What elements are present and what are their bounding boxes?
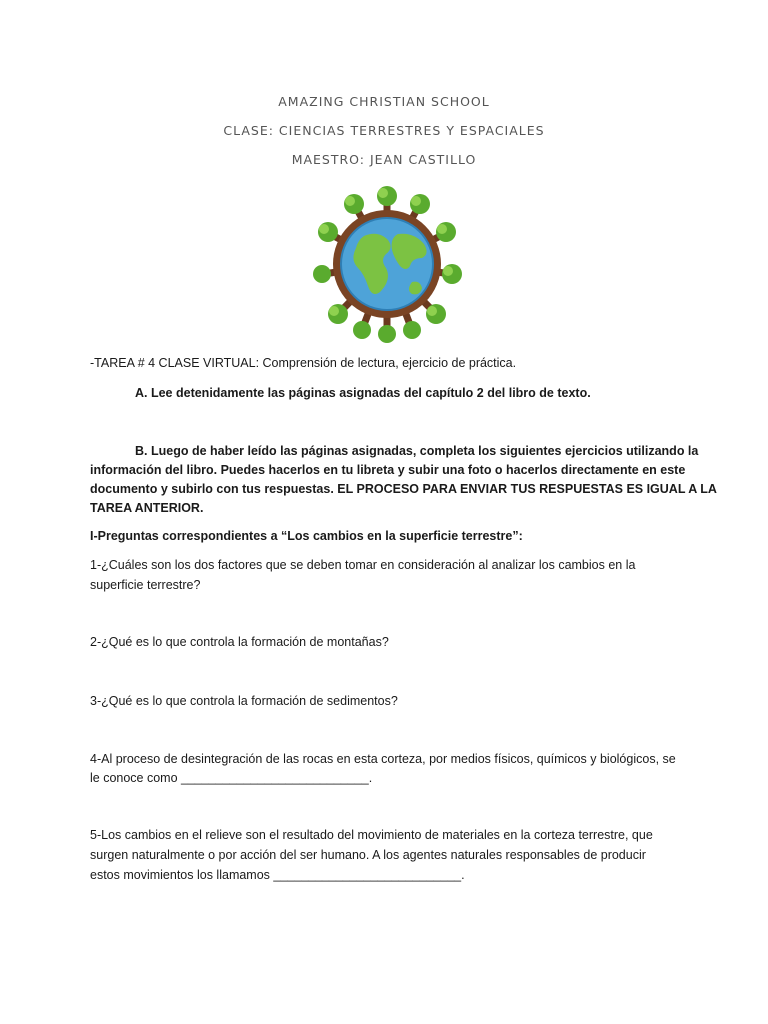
class-name: CLASE: CIENCIAS TERRESTRES Y ESPACIALES xyxy=(223,123,545,138)
question-4-line-1: 4-Al proceso de desintegración de las rocas en esta corteza, por medios físicos, químicos y biológicos, se xyxy=(90,752,676,766)
earth-with-trees-icon xyxy=(312,184,462,344)
step-a: A. Lee detenidamente las páginas asignadas del capítulo 2 del libro de texto. xyxy=(135,386,591,400)
question-4-line-2: le conoce como ___________________________. xyxy=(90,771,373,785)
question-5-line-2: surgen naturalmente o por acción del ser humano. A los agentes naturales responsables de producir xyxy=(90,848,646,862)
question-5-line-1: 5-Los cambios en el relieve son el resultado del movimiento de materiales en la corteza terrestre, que xyxy=(90,828,653,842)
school-name: AMAZING CHRISTIAN SCHOOL xyxy=(278,94,490,109)
teacher-name: MAESTRO: JEAN CASTILLO xyxy=(291,152,477,167)
step-b-line-1: B. Luego de haber leído las páginas asignadas, completa los siguientes ejercicios utilizando la xyxy=(135,444,699,458)
step-b-line-2: información del libro. Puedes hacerlos en tu libreta y subir una foto o hacerlos directamente en este xyxy=(90,463,686,477)
step-b-line-3: documento y subirlo con tus respuestas. EL PROCESO PARA ENVIAR TUS RESPUESTAS ES IGUAL A LA xyxy=(90,482,717,496)
question-3: 3-¿Qué es lo que controla la formación de sedimentos? xyxy=(90,694,398,708)
question-1-line-1: 1-¿Cuáles son los dos factores que se deben tomar en consideración al analizar los cambios en la xyxy=(90,558,636,572)
task-title: -TAREA # 4 CLASE VIRTUAL: Comprensión de lectura, ejercicio de práctica. xyxy=(90,356,517,370)
question-1-line-2: superficie terrestre? xyxy=(90,578,201,592)
step-b-line-4: TAREA ANTERIOR. xyxy=(90,501,204,515)
section-title: I-Preguntas correspondientes a “Los cambios en la superficie terrestre”: xyxy=(90,529,523,543)
question-5-line-3: estos movimientos los llamamos ___________________________. xyxy=(90,868,465,882)
question-2: 2-¿Qué es lo que controla la formación de montañas? xyxy=(90,635,389,649)
